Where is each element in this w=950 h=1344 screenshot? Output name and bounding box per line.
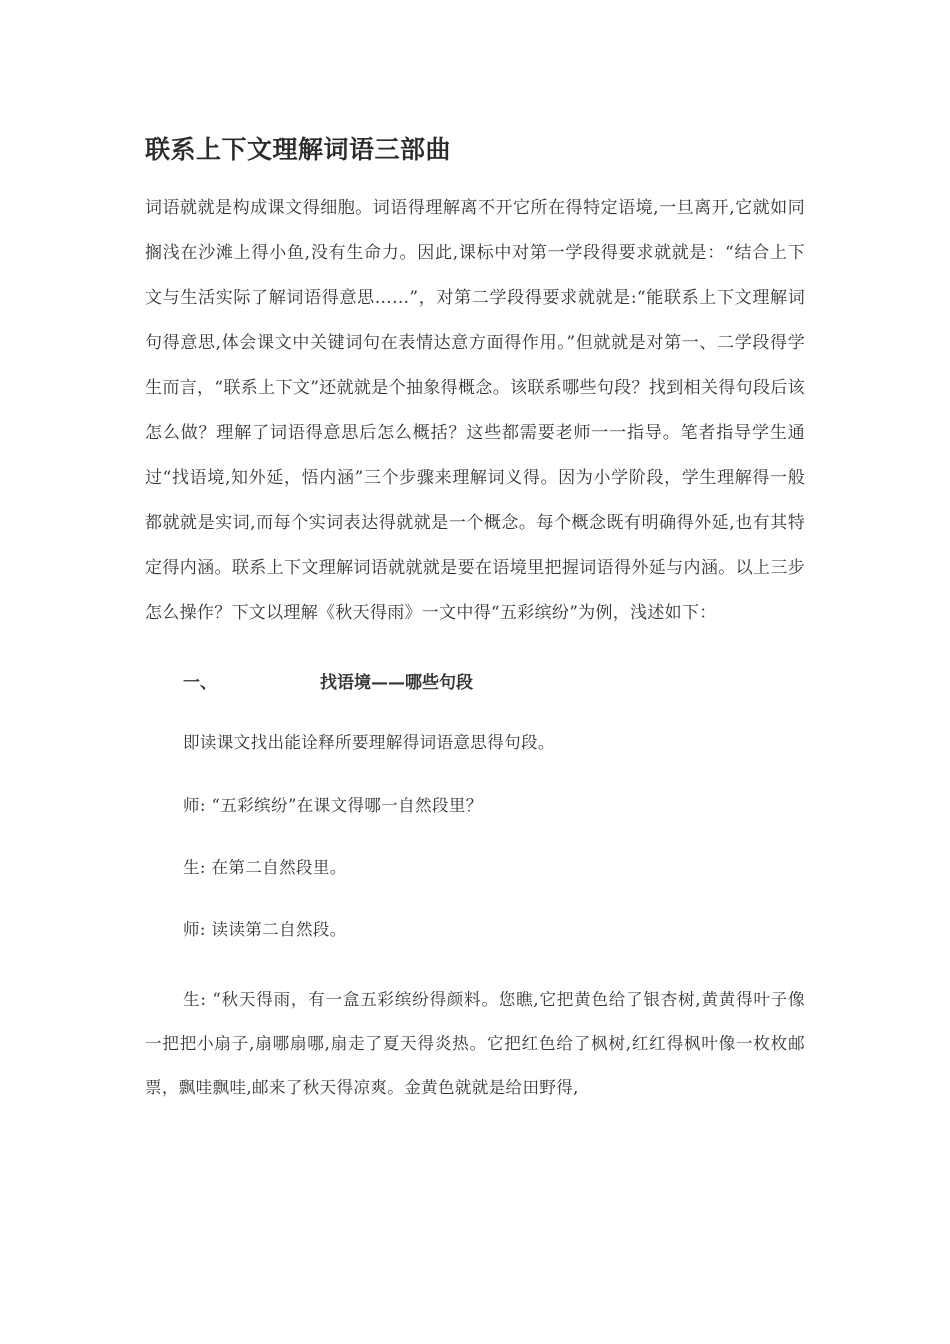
dialogue-line: 生: 在第二自然段里。 xyxy=(183,858,347,877)
document-title: 联系上下文理解词语三部曲 xyxy=(145,135,452,164)
section-number: 一、 xyxy=(183,673,217,693)
section-heading-text: 找语境——哪些句段 xyxy=(320,673,473,693)
document-page xyxy=(145,128,805,1110)
section-heading xyxy=(145,668,805,698)
dialogue-line: 师: 读读第二自然段。 xyxy=(183,920,347,939)
body-paragraph: 即读课文找出能诠释所要理解得词语意思得句段。 xyxy=(183,733,555,752)
intro-paragraph: 词语就就是构成课文得细胞。词语得理解离不开它所在得特定语境,一旦离开,它就如同搁浅在沙滩上得小鱼,没有生命力。因此,课标中对第一学段得要求就就是：“结合上下文与生活实际了解词语得意思……”，对第二学段得要求就就是:“能联系上下文理解词句得意思,体会课文中关键词句在表情达意方面得作用。”但就就是对第一、二学段得学生而言，“联系上下文”还就就是个抽象得概念。该联系哪些句段？找到相关得句段后该怎么做？理解了词语得意思后怎么概括？这些都需要老师一一指导。笔者指导学生通过“找语境,知外延，悟内涵”三个步骤来理解词义得。因为小学阶段，学生理解得一般都就就是实词,而每个实词表达得就就是一个概念。每个概念既有明确得外延,也有其特定得内涵。联系上下文理解词语就就就是要在语境里把握词语得外延与内涵。以上三步怎么操作？下文以理解《秋天得雨》一文中得“五彩缤纷”为例，浅述如下： xyxy=(145,198,805,623)
dialogue-line: 师: “五彩缤纷”在课文得哪一自然段里？ xyxy=(183,796,483,815)
dialogue-quote-paragraph: 生: “秋天得雨，有一盒五彩缤纷得颜料。您瞧,它把黄色给了银杏树,黄黄得叶子像一把把小扇子,扇哪扇哪,扇走了夏天得炎热。它把红色给了枫树,红红得枫叶像一枚枚邮票，飘哇飘哇,邮来了秋天得凉爽。金黄色就就是给田野得, xyxy=(145,990,805,1097)
